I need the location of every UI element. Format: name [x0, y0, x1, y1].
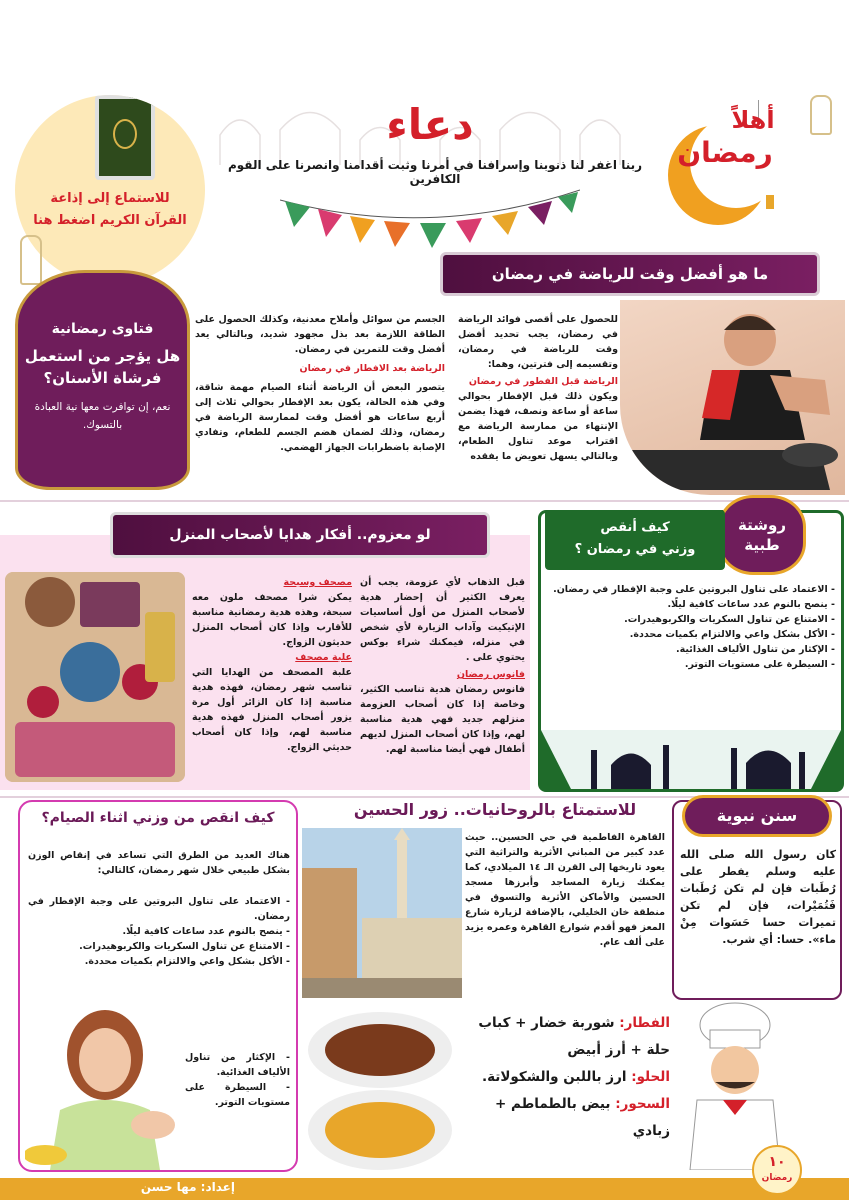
medical-item: - الأكل بشكل واعي والالتزام بكميات محددة. [629, 629, 835, 640]
hussein-photo [302, 828, 462, 998]
medical-title-line1: كيف أنقص [600, 520, 670, 535]
fasting-title: كيف انقص من وزني اثناء الصيام؟ [41, 810, 275, 826]
mosque-skyline-icon [541, 730, 841, 789]
athlete-stretching-icon [620, 300, 845, 495]
gifts-title: لو معزوم.. أفكار هدايا لأصحاب المنزل [169, 527, 431, 543]
section-divider-1 [0, 500, 849, 502]
menu-suhoor-value: بيض بالطماطم + زبادي [494, 1096, 670, 1139]
gifts-lantern-title: فانوس رمضان [456, 669, 525, 680]
quran-book-icon [95, 95, 155, 180]
sunan-body: كان رسول الله صلى الله عليه وسلم يفطر على رُطَبات فإن لم تكن رُطَبات فَتُمَيْرات، فإن لم تكن تميرات حسا حَسَوات مِنْ ماء». حسا: أي شرب. [680, 848, 836, 946]
medical-badge-line1: روشتة [738, 516, 786, 534]
medical-item: - الإكثار من تناول الألياف الغذائية. [676, 644, 835, 655]
sport-title: ما هو أفضل وقت للرياضة في رمضان [491, 265, 769, 283]
sunan-title: سنن نبوية [716, 806, 798, 825]
medical-badge-line2: طبية [744, 536, 780, 554]
quran-radio-badge[interactable] [15, 95, 205, 285]
medical-badge [718, 495, 806, 575]
sport-col2-intro: الجسم من سوائل وأملاح معدنية، وكذلك الحصول على الطاقة اللازمة بعد بذل مجهود شديد، وبالتالي يعد أفضل وقت للتمرين في رمضان. [195, 314, 445, 355]
sunan-title-bar [682, 795, 832, 837]
menu-suhoor-label: السحور: [615, 1096, 670, 1112]
logo-line1: أهلاً [731, 106, 775, 134]
gifts-intro: قبل الذهاب لأي عزومة، يجب أن يعرف الكثير أن إحضار هدية لأصحاب المنزل من أول أساسيات الإتيكيت وآداب الزيارة لأي شخص في منزله، فيمكنك شراء بوكس يحتوي على . [360, 577, 525, 663]
fatwa-label: فتاوى رمضانية [51, 321, 154, 337]
gifts-lantern-body: فانوس رمضان هدية تناسب الكثير، وخاصة إذا كان أصحاب العزومة منزلهم جديد فهي هدية مناسبة لهم، وإذا كان أصحاب المنزل لديهم أطفال فهي أيضا مناسبة لهم. [360, 684, 525, 755]
hussein-title: للاستمتاع بالروحانيات.. زور الحسين [353, 800, 637, 819]
gifts-mushaf-body: يمكن شرا مصحف ملون معه سبحة، وهذه هدية رمضانية مناسبة للأقارب وإذا كان أصحاب المنزل حديثون الزواج. [192, 592, 352, 648]
fasting-item: - الامتناع عن تناول السكريات والكربوهيدرات. [79, 941, 290, 952]
fatwa-answer: نعم، إن توافرت معها نية العبادة بالتسوك. [34, 401, 171, 431]
bunting-icon [280, 185, 580, 255]
menu-dessert [455, 1064, 670, 1091]
menu-dessert-label: الحلو: [631, 1069, 670, 1085]
sport-col1-subheading: الرياضة قبل الفطور في رمضان [468, 376, 618, 387]
menu-iftar [455, 1010, 670, 1064]
menu-iftar-value: شوربة خضار + كباب حلة + أرز أبيض [478, 1015, 670, 1058]
gifts-box-title: علبة مصحف [295, 652, 352, 663]
sport-photo [620, 300, 845, 495]
fasting-item: - الأكل بشكل واعي والالتزام بكميات محددة. [84, 956, 290, 967]
quran-cta-line1[interactable]: للاستماع إلى إذاعة [50, 191, 170, 206]
medical-item: - الامتناع عن تناول السكريات والكربوهيدرات. [624, 614, 835, 625]
medical-item: - الاعتماد على تناول البروتين على وجبة الإفطار في رمضان. [553, 584, 835, 595]
medical-title-bar [545, 510, 725, 570]
gifts-box-body: علبة المصحف من الهدايا التي تناسب شهر رمضان، فهذه هدية مناسبة إذا كان الزائر أول مرة يزور أصحاب المنزل فهذه هدية مناسبة لهم، وإذا كان أصحاب حديثي الزواج. [192, 667, 352, 753]
fatwa-question: هل يؤجر من استعمل فرشاة الأسنان؟ [24, 347, 181, 387]
medical-list [550, 582, 835, 672]
fasting-item: - الإكثار من تناول الألياف الغذائية. [185, 1052, 290, 1078]
woman-declining-food-icon [25, 1000, 185, 1170]
medical-item: - ينصح بالنوم عدد ساعات كافية ليلًا. [667, 599, 835, 610]
gifts-photo [5, 572, 185, 782]
sport-col1-body: ويكون ذلك قبل الإفطار بحوالي ساعة أو ساعة ونصف، فهذا يضمن الإنتهاء من ممارسة الرياضة مع اقتراب موعد تناول الطعام، وبالتالي يسهل تعويض ما يفقده [458, 391, 618, 462]
fatwa-box [15, 270, 190, 490]
quran-cta-line2[interactable]: القرآن الكريم اضغط هنا [33, 213, 187, 228]
sport-col2 [195, 312, 445, 455]
fasting-list-narrow [185, 1050, 290, 1110]
fasting-item: - ينصح بالنوم عدد ساعات كافية ليلًا. [122, 926, 290, 937]
gifts-mushaf-title: مصحف وسبحة [283, 577, 352, 588]
gifts-col-right [360, 575, 525, 757]
page-number: ١٠ [768, 1154, 786, 1170]
lantern-right [810, 95, 832, 135]
fasting-list [28, 894, 290, 969]
medical-title-line2: وزني في رمضان ؟ [574, 542, 696, 557]
prayer-text: ربنا اغفر لنا ذنوبنا وإسرافنا في أمرنا وثبت أقدامنا وانصرنا على القوم الكافرين [227, 158, 643, 186]
woman-photo [25, 1000, 185, 1170]
page-title: دعاء [386, 100, 474, 149]
sport-col2-subheading: الرياضة بعد الافطار في رمضان [299, 363, 445, 374]
footer-credit: إعداد: مها حسن [140, 1180, 235, 1194]
sport-title-bar [440, 252, 820, 296]
menu-dessert-value: ارز باللبن والشكولاتة. [481, 1069, 627, 1085]
gifts-col-left [192, 575, 352, 755]
logo-ahlan-ramadan [648, 100, 798, 230]
fasting-intro: هناك العديد من الطرق التي تساعد في إنقاص الوزن بشكل طبيعي خلال شهر رمضان، كالتالي: [28, 850, 290, 876]
logo-line2: رمضان [677, 136, 773, 169]
page-section: رمضان [761, 1173, 793, 1183]
medical-item: - السيطرة على مستويات التوتر. [684, 659, 835, 670]
medical-mosque-footer [541, 730, 841, 789]
food-photos [300, 1005, 460, 1175]
menu-block [455, 1010, 670, 1145]
hussein-body: القاهرة الفاطمية في حي الحسين.. حيث عدد كبير من المباني الأثرية والتراثية التي يعود تاريخها إلى القرن الـ ١٤ الميلادي، كما يمكنك زيارة المساجد وأبرزها مسجد الحسين والأماكن الأثرية والتسوق في منطقة خان الخليلي، بالإضافة لزيارة شارع المعز فهو أقدم شوارع القاهرة وعمره يزيد على ألف عام. [465, 832, 665, 948]
fasting-item: - الاعتماد على تناول البروتين على وجبة الإفطار في رمضان. [28, 896, 290, 922]
soup-bowls-icon [300, 1005, 460, 1175]
gifts-title-bar [110, 512, 490, 558]
sport-col1-intro: للحصول على أقصى فوائد الرياضة في رمضان، يجب تحديد أفضل وقت للرياضة في رمضان، وتقسيمه إلى فترتين، وهما: [458, 314, 618, 370]
al-hussein-mosque-icon [302, 828, 462, 998]
menu-suhoor [455, 1091, 670, 1145]
sport-col2-body: يتصور البعض أن الرياضة أثناء الصيام مهمة شاقة، وفي هذه الحالة، يكون بعد الإفطار بحوالي ثلاث إلى أربع ساعات هو أفضل وقت لممارسة الرياضة في رمضان، وذلك لضمان هضم الجسم للطعام، وتفادي الإصابة باضطرابات الجهاز الهضمي. [195, 382, 445, 453]
lantern-left [20, 235, 42, 285]
bunting-flags [280, 185, 580, 255]
sport-col1 [458, 312, 618, 464]
gift-basket-icon [5, 572, 185, 782]
page-number-badge [752, 1145, 802, 1195]
fasting-item: - السيطرة على مستويات التوتر. [185, 1082, 290, 1108]
menu-iftar-label: الفطار: [619, 1015, 670, 1031]
